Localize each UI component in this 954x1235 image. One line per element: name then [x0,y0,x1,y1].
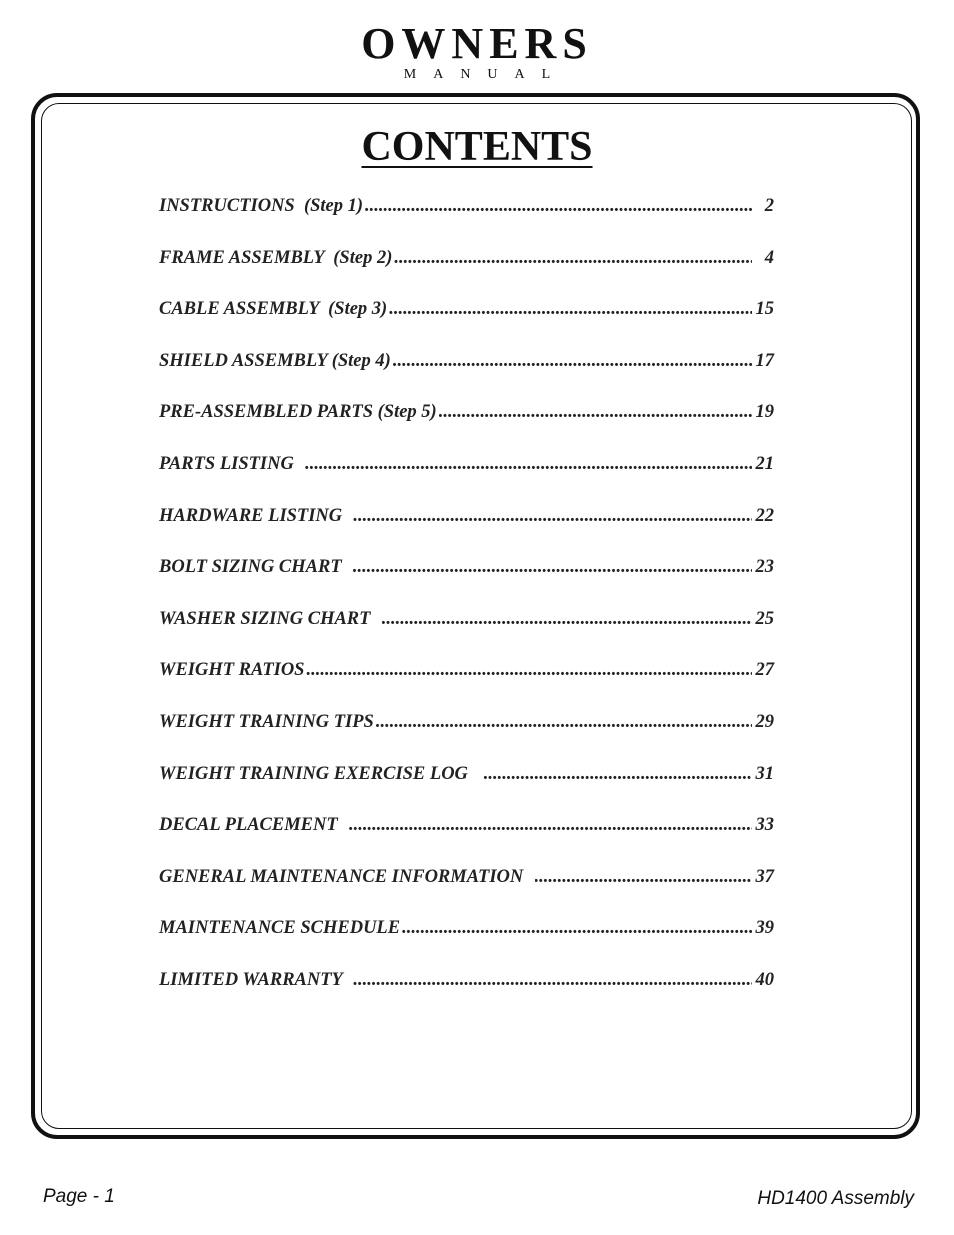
toc-dot-leader [402,918,752,939]
toc-entry-title: WEIGHT RATIOS [159,660,305,681]
toc-dot-leader [353,506,752,527]
toc-entry-cable-assembly[interactable] [159,299,774,351]
toc-entry-page: 33 [755,815,774,836]
toc-entry-bolt-sizing-chart[interactable] [159,557,774,609]
toc-dot-leader [382,609,752,630]
toc-entry-title: CABLE ASSEMBLY (Step 3) [159,299,388,320]
toc-entry-instructions[interactable] [159,196,774,248]
toc-entry-page: 39 [755,918,774,939]
toc-entry-page: 4 [764,247,774,268]
toc-entry-page: 27 [755,660,774,681]
toc-entry-shield-assembly[interactable] [159,351,774,403]
table-of-contents [159,196,774,1022]
owners-title: OWNERS [361,19,593,68]
toc-dot-leader [535,867,752,888]
toc-entry-maintenance-schedule[interactable] [159,918,774,970]
toc-entry-weight-ratios[interactable] [159,660,774,712]
toc-entry-page: 25 [755,608,774,629]
toc-entry-page: 2 [764,196,774,216]
footer-document-name: HD1400 Assembly [757,1188,914,1209]
toc-entry-page: 17 [755,350,774,371]
toc-entry-page: 21 [755,453,774,474]
toc-entry-washer-sizing-chart[interactable] [159,609,774,661]
toc-dot-leader [394,248,752,269]
toc-dot-leader [389,299,752,320]
toc-entry-weight-training-tips[interactable] [159,712,774,764]
toc-dot-leader [439,402,752,423]
toc-entry-parts-listing[interactable] [159,454,774,506]
manual-subtitle: MANUAL [403,67,568,82]
toc-entry-page: 15 [755,299,774,320]
toc-entry-title: GENERAL MAINTENANCE INFORMATION [159,866,533,887]
toc-dot-leader [484,764,752,785]
toc-dot-leader [305,454,752,475]
toc-entry-title: WEIGHT TRAINING TIPS [159,711,374,732]
toc-entry-page: 29 [755,711,774,732]
toc-entry-title: HARDWARE LISTING [159,505,352,526]
toc-entry-title: MAINTENANCE SCHEDULE [159,918,401,939]
toc-entry-title: INSTRUCTIONS (Step 1) [159,196,364,216]
toc-entry-title: SHIELD ASSEMBLY (Step 4) [159,350,391,371]
toc-entry-exercise-log[interactable] [159,764,774,816]
toc-dot-leader [306,660,752,681]
toc-dot-leader [349,815,752,836]
toc-entry-title: WEIGHT TRAINING EXERCISE LOG [159,763,482,784]
toc-entry-title: DECAL PLACEMENT [159,815,347,836]
toc-entry-page: 23 [755,557,774,578]
toc-entry-general-maintenance[interactable] [159,867,774,919]
toc-dot-leader [393,351,752,372]
toc-entry-pre-assembled-parts[interactable] [159,402,774,454]
footer-page-number: Page - 1 [43,1186,115,1207]
toc-dot-leader [376,712,752,733]
toc-entry-hardware-listing[interactable] [159,506,774,558]
toc-entry-title: LIMITED WARRANTY [159,969,352,990]
toc-entry-page: 37 [755,866,774,887]
toc-entry-decal-placement[interactable] [159,815,774,867]
toc-entry-title: WASHER SIZING CHART [159,608,380,629]
toc-dot-leader [353,970,752,991]
toc-entry-page: 22 [755,505,774,526]
toc-entry-page: 40 [755,969,774,990]
toc-entry-title: PARTS LISTING [159,453,304,474]
toc-entry-title: PRE-ASSEMBLED PARTS (Step 5) [159,402,437,423]
toc-entry-page: 31 [755,763,774,784]
contents-heading-text: CONTENTS [361,124,593,170]
toc-entry-title: FRAME ASSEMBLY (Step 2) [159,247,393,268]
contents-heading [0,126,954,168]
toc-entry-title: BOLT SIZING CHART [159,557,351,578]
toc-entry-frame-assembly[interactable] [159,248,774,300]
toc-entry-limited-warranty[interactable] [159,970,774,1022]
toc-entry-page: 19 [755,402,774,423]
toc-dot-leader [365,196,752,217]
toc-dot-leader [353,557,752,578]
